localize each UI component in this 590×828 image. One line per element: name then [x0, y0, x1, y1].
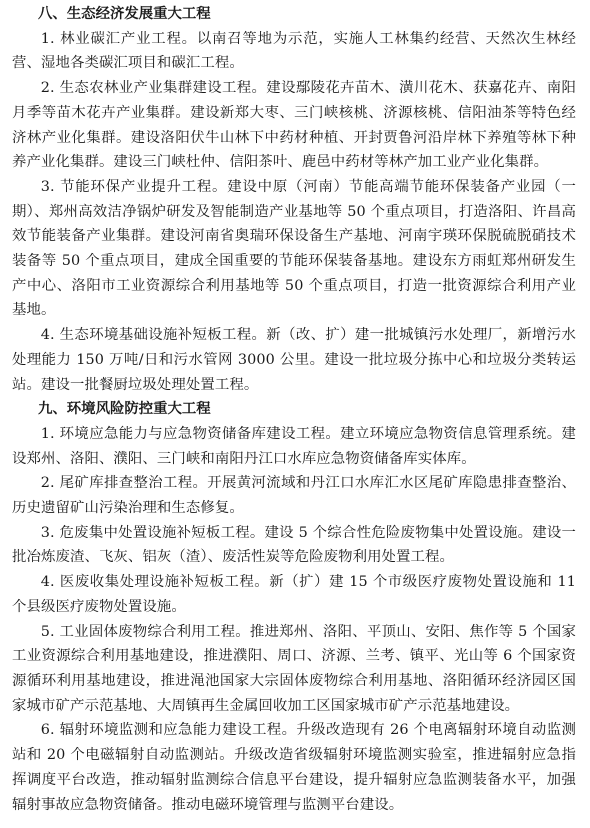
- section-8-item-3: 3. 节能环保产业提升工程。建设中原（河南）节能高端节能环保装备产业园（一期）、郑州高效洁净锅炉研发及智能制造产业基地等 50 个重点项目，打造洛阳、许昌高效节能装备产业集群。建设河南省奥瑞环保设备生产基地、河南宇瑛环保脱硫脱硝技术装备等 50 个重点项目，建成全国重要的节能环保装备基地。建设东方雨虹郑州研发生产中心、洛阳市工业资源综合利用基地等 50 个重点项目，打造一批资源综合利用产业基地。: [12, 178, 576, 319]
- section-heading-8: 八、生态经济发展重大工程: [38, 6, 211, 22]
- section-9-item-4: 4. 医废收集处理设施补短板工程。新（扩）建 15 个市级医疗废物处置设施和 11 个县级医疗废物处置设施。: [12, 574, 576, 615]
- section-8-item-1: 1. 林业碳汇产业工程。以南召等地为示范，实施人工林集约经营、天然次生林经营、湿地各类碳汇项目和碳汇工程。: [12, 30, 576, 72]
- section-9-item-1: 1. 环境应急能力与应急物资储备库建设工程。建立环境应急物资信息管理系统。建设郑州、洛阳、濮阳、三门峡和南阳丹江口水库应急物资储备库实体库。: [12, 425, 576, 467]
- section-9-item-2: 2. 尾矿库排查整治工程。开展黄河流域和丹江口水库汇水区尾矿库隐患排查整治、历史遗留矿山污染治理和生态修复。: [12, 475, 576, 517]
- section-9-item-3: 3. 危废集中处置设施补短板工程。建设 5 个综合性危险废物集中处置设施。建设一批冶炼废渣、飞灰、铝灰（渣）、废活性炭等危险废物利用处置工程。: [12, 524, 576, 566]
- section-8-item-2: 2. 生态农林业产业集群建设工程。建设鄢陵花卉苗木、潢川花木、获嘉花卉、南阳月季等苗木花卉产业集群。建设新郑大枣、三门峡核桃、济源核桃、信阳油茶等特色经济林产业化集群。建设洛阳伏牛山林下中药材种植、开封贾鲁河沿岸林下养殖等林下种养产业化集群。建设三门峡杜仲、信阳茶叶、鹿邑中药材等林产加工业产业化集群。: [12, 80, 576, 171]
- section-8-item-4: 4. 生态环境基础设施补短板工程。新（改、扩）建一批城镇污水处理厂，新增污水处理能力 150 万吨/日和污水管网 3000 公里。建设一批垃圾分拣中心和垃圾分类转运站。建设一批餐厨垃圾处理处置工程。: [12, 327, 576, 393]
- section-9-item-6: 6. 辐射环境监测和应急能力建设工程。升级改造现有 26 个电离辐射环境自动监测站和 20 个电磁辐射自动监测站。升级改造省级辐射环境监测实验室，推进辐射应急指挥调度平台改造，推动辐射监测综合信息平台建设，提升辐射应急监测装备水平，加强辐射事故应急物资储备。推动电磁环境管理与监测平台建设。: [12, 722, 576, 813]
- section-heading-9: 九、环境风险防控重大工程: [38, 401, 211, 418]
- section-9-item-5: 5. 工业固体废物综合利用工程。推进郑州、洛阳、平顶山、安阳、焦作等 5 个国家工业资源综合利用基地建设，推进濮阳、周口、济源、兰考、镇平、光山等 6 个国家资源循环利用基地建设，推进渑池国家大宗固体废物综合利用基地、洛阳循环经济园区国家城市矿产示范基地、大周镇再生金属回收加工区国家城市矿产示范基地建设。: [12, 623, 576, 714]
